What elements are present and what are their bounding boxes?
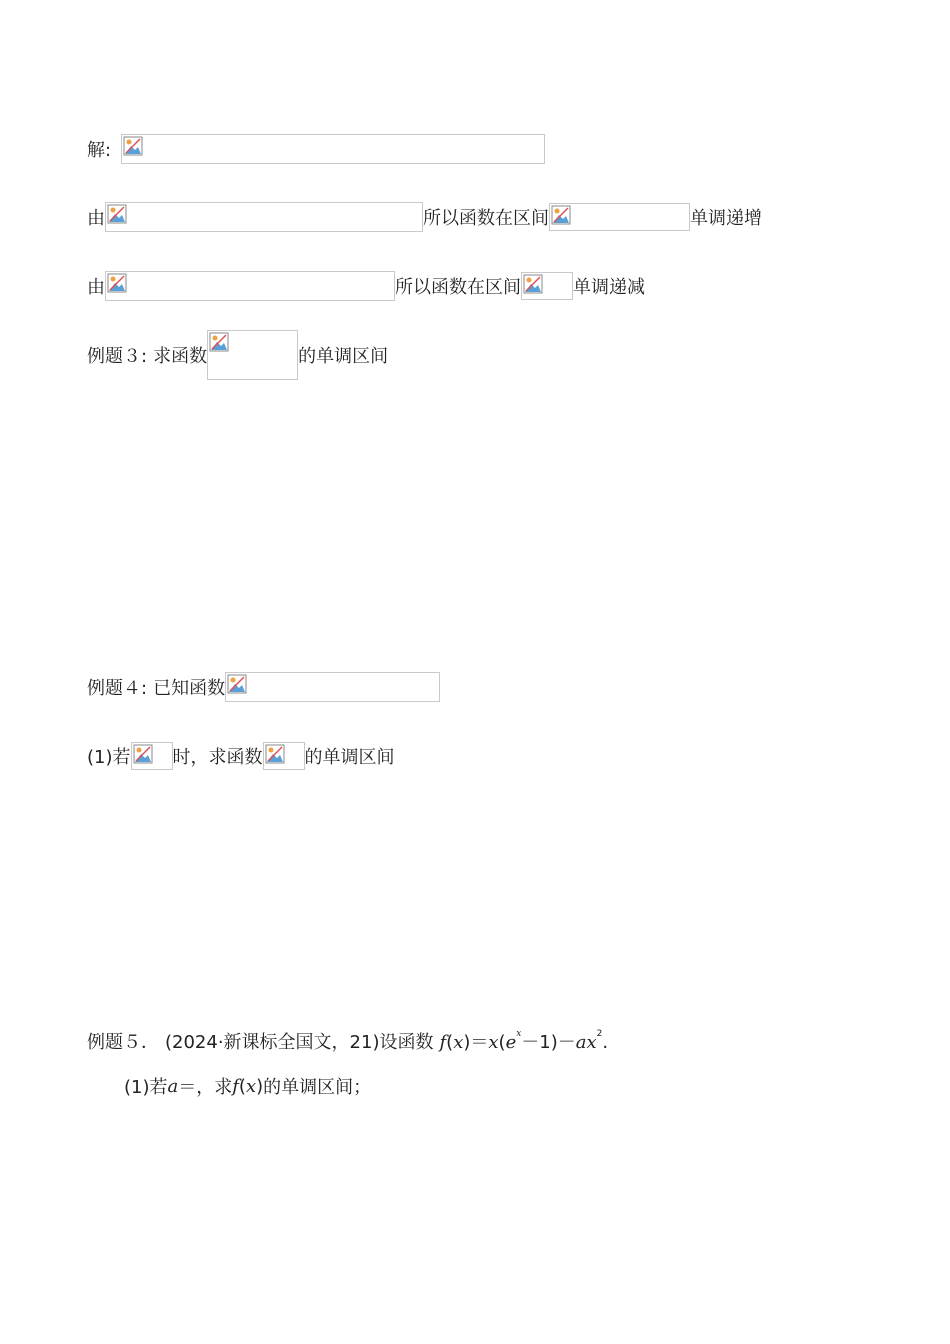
example3-line [87, 330, 388, 380]
formula-f: f [439, 1032, 447, 1053]
example4-condition-image [131, 742, 173, 770]
example5-part1-eq: ＝，求 [178, 1077, 233, 1098]
step2-suffix: 单调递减 [573, 277, 645, 298]
broken-image-icon [209, 332, 229, 352]
example3-function-image [207, 330, 298, 380]
formula-x2: x [488, 1032, 499, 1053]
step1-suffix: 单调递增 [690, 208, 762, 229]
formula-exponent-x: x [516, 1029, 522, 1039]
formula-rparen: ) [463, 1032, 471, 1053]
broken-image-icon [123, 136, 143, 156]
broken-image-icon [265, 744, 285, 764]
formula-x: x [453, 1032, 464, 1053]
formula-x3: x [586, 1032, 597, 1053]
formula-lparen2: ( [498, 1032, 506, 1053]
formula-lparen: ( [446, 1032, 454, 1053]
example4-part1-middle: 时，求函数 [172, 747, 263, 768]
example5-part1-suffix: 的单调区间； [263, 1077, 372, 1098]
step1-prefix: 由 [87, 208, 105, 229]
broken-image-icon [107, 204, 127, 224]
example5-source: (2024·新课标全国文，21)设函数 [165, 1032, 434, 1053]
example5-part1-f: f [232, 1075, 239, 1097]
broken-image-icon [523, 274, 543, 294]
example4-line [87, 672, 440, 702]
step1-middle: 所以函数在区间 [423, 208, 549, 229]
step2-interval-image [521, 272, 573, 300]
solution-formula-image [121, 134, 545, 164]
broken-image-icon [107, 273, 127, 293]
example4-text: 已知函数 [153, 678, 226, 699]
broken-image-icon [551, 205, 571, 225]
example5-part1-line [124, 1071, 371, 1101]
example5-part1-rparen: ) [256, 1075, 264, 1097]
step1-interval-image [549, 203, 690, 231]
step2-condition-image [105, 271, 395, 301]
increasing-step-line [87, 202, 762, 232]
example3-text: 求函数 [153, 346, 208, 367]
example3-suffix: 的单调区间 [298, 346, 389, 367]
solution-line [87, 134, 545, 164]
example5-part1-x: x [245, 1075, 257, 1097]
formula-equals: ＝ [470, 1032, 489, 1053]
formula-minus-one: －1)－ [521, 1032, 576, 1053]
example5-part1-lparen: ( [238, 1075, 246, 1097]
example5-part1-a: a [167, 1075, 179, 1097]
example5-line [87, 1026, 608, 1056]
example4-part1-prefix: (1)若 [87, 747, 131, 768]
solution-label: 解: [87, 140, 112, 161]
formula-square: 2 [596, 1029, 603, 1039]
example5-formula [439, 1028, 608, 1054]
example4-label: 例题４: [87, 678, 148, 699]
example4-part1-suffix: 的单调区间 [304, 747, 395, 768]
formula-period: . [602, 1032, 609, 1053]
example4-fx-image [263, 742, 305, 770]
formula-e: e [505, 1032, 517, 1053]
example5-part1-prefix: (1)若 [124, 1077, 168, 1098]
step1-condition-image [105, 202, 423, 232]
step2-prefix: 由 [87, 277, 105, 298]
formula-a: a [575, 1032, 587, 1053]
example3-label: 例题３: [87, 346, 148, 367]
decreasing-step-line [87, 271, 645, 301]
step2-middle: 所以函数在区间 [395, 277, 521, 298]
broken-image-icon [133, 744, 153, 764]
example5-label: 例题５． [87, 1032, 159, 1053]
example4-part1-line [87, 741, 395, 771]
broken-image-icon [227, 674, 247, 694]
example4-function-image [225, 672, 440, 702]
